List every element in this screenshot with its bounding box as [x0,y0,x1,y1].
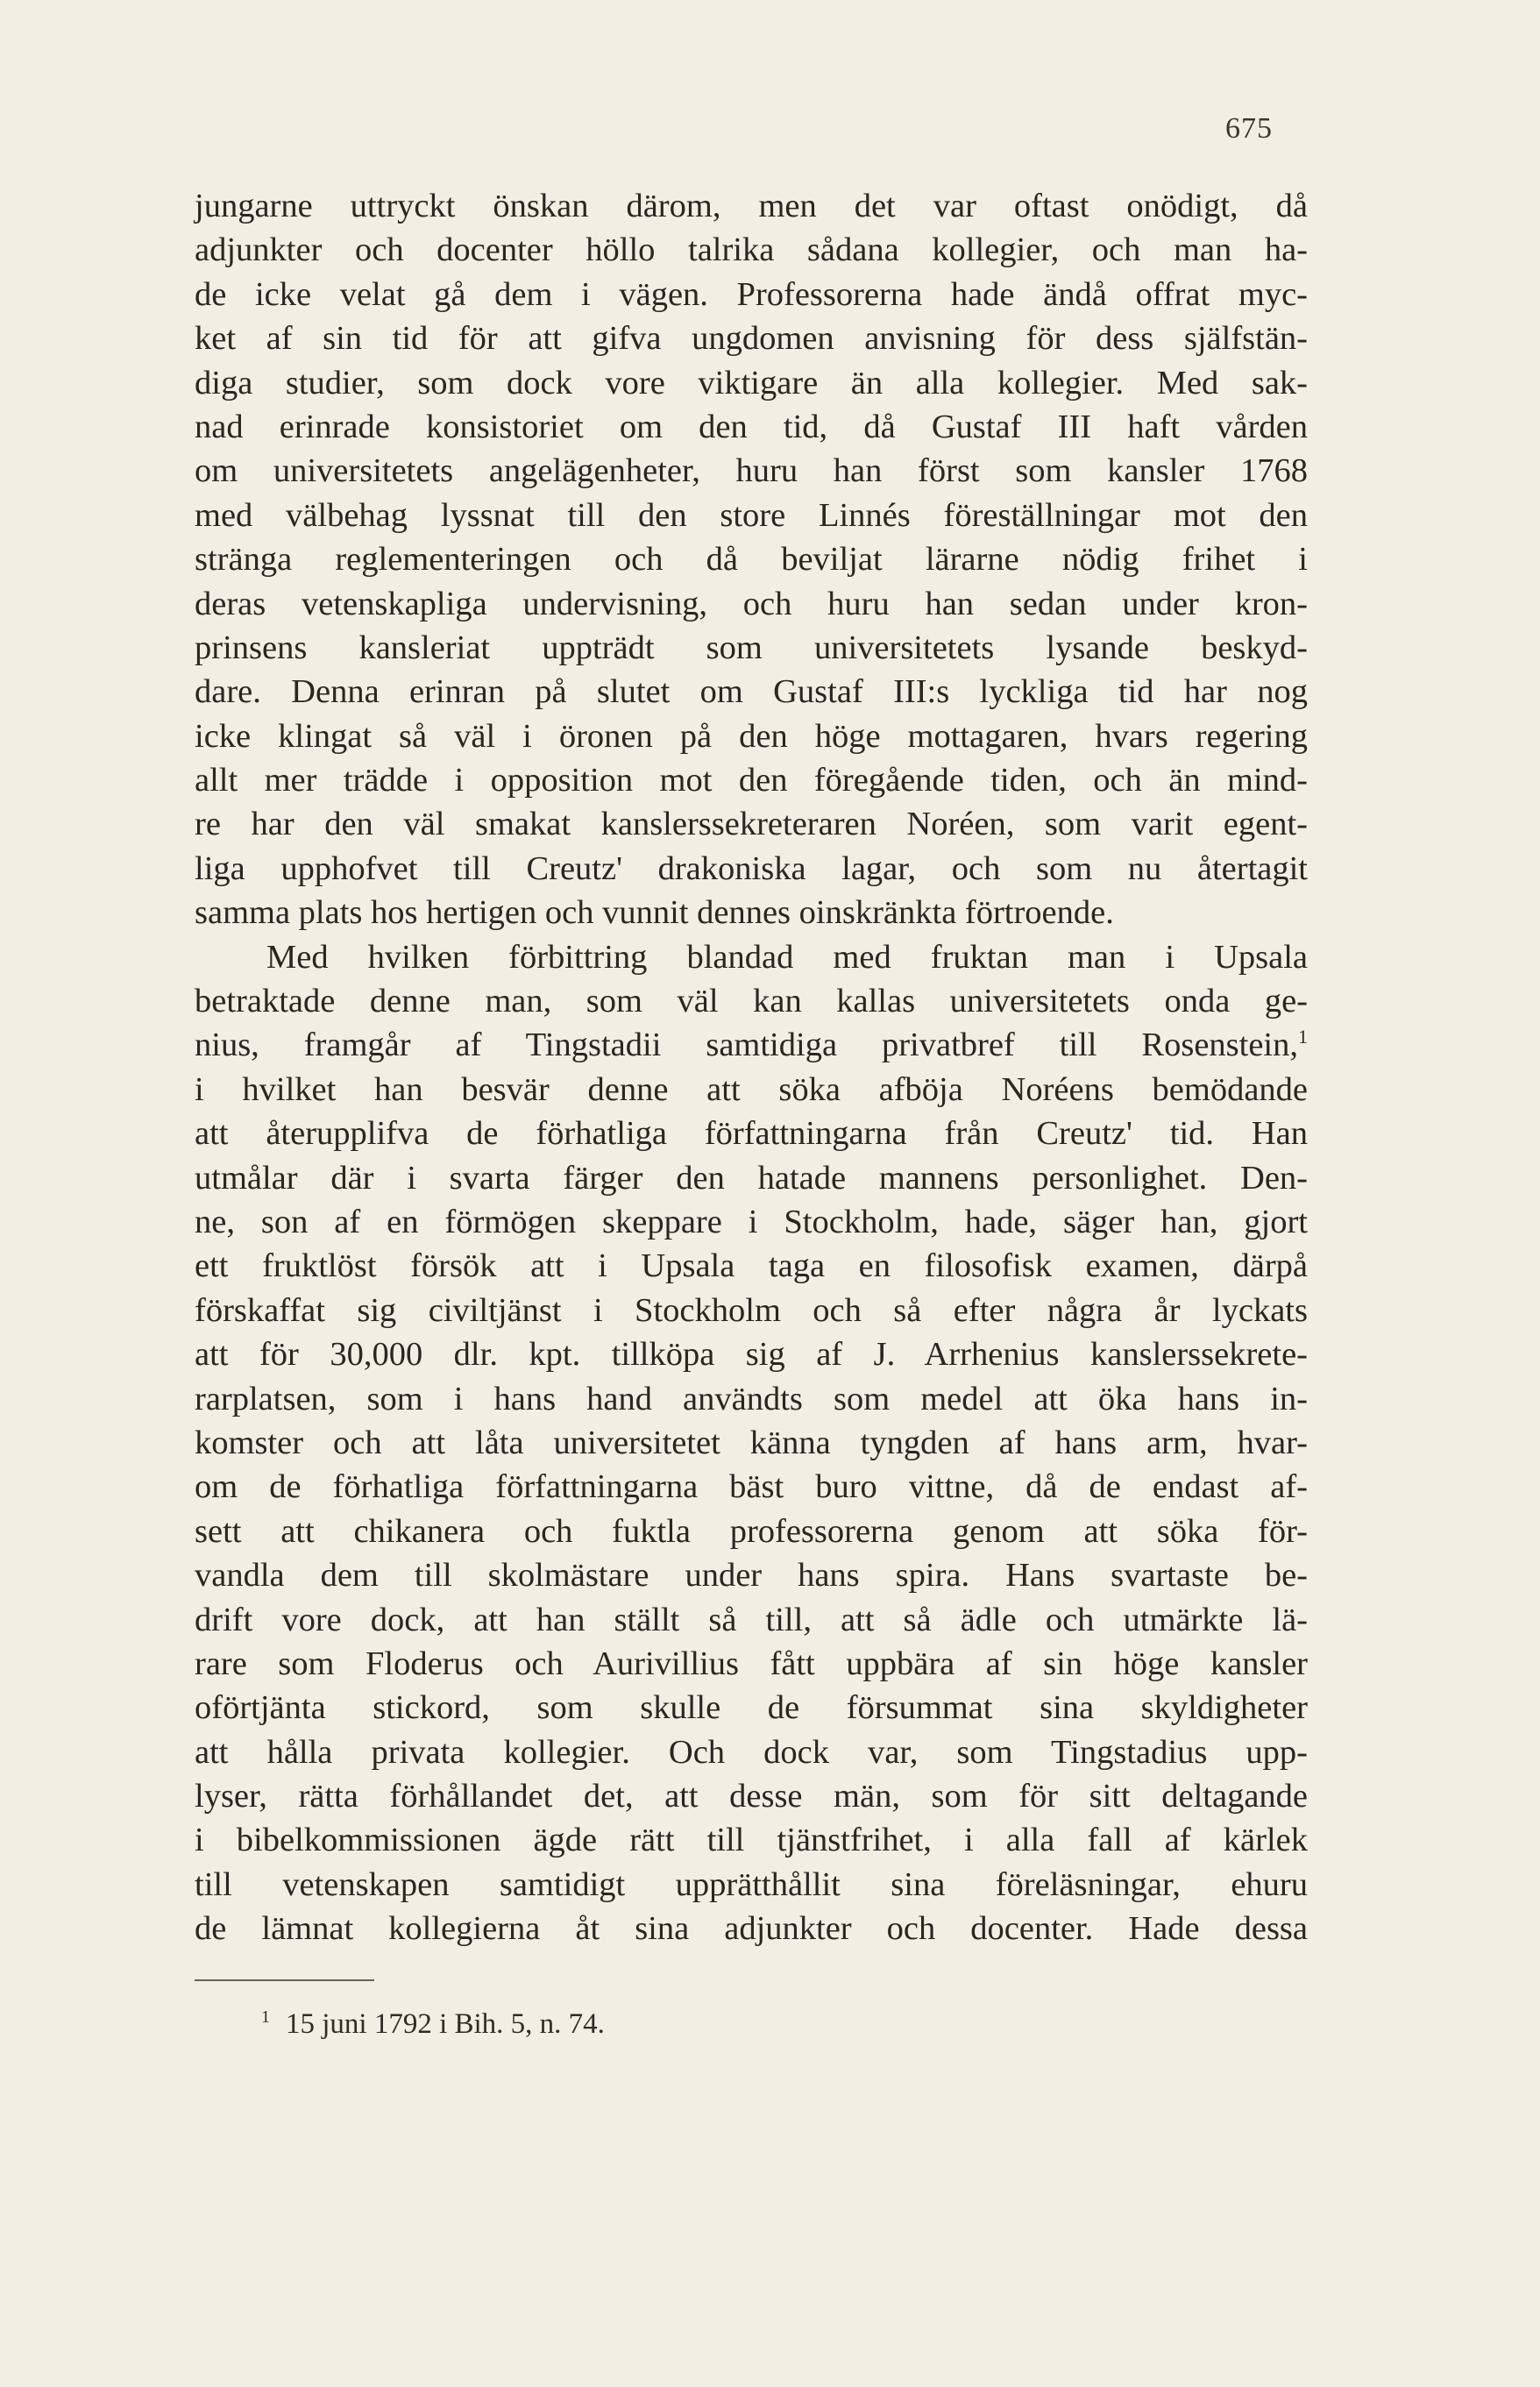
text-line-content: sett att chikanera och fuktla professorerna genom att söka för- [195,1512,1308,1550]
text-line-content: icke klingat så väl i öronen på den höge mottagaren, hvars regering [195,717,1308,755]
text-line-content: oförtjänta stickord, som skulle de försummat sina skyldigheter [195,1689,1308,1727]
text-line-content: samma plats hos hertigen och vunnit dennes oinskränkta förtroende. [195,894,1114,932]
text-line [195,582,1308,626]
text-line-content: lyser, rätta förhållandet det, att desse män, som för sitt deltagande [195,1778,1308,1815]
text-line-content: att återupplifva de förhatliga författningarna från Creutz' tid. Han [195,1115,1308,1153]
text-line [195,405,1308,449]
text-line [195,1421,1308,1465]
text-line [195,449,1308,493]
text-line [195,1774,1308,1818]
text-line-content: liga upphofvet till Creutz' drakoniska lagar, och som nu återtagit [195,849,1308,887]
text-line-content: rare som Floderus och Aurivillius fått uppbära af sin höge kansler [195,1645,1308,1682]
text-line [195,626,1308,670]
text-line [195,1465,1308,1509]
footnote [261,2007,605,2041]
footnote-mark: 1 [261,2007,270,2027]
text-line-content: att för 30,000 dlr. kpt. tillköpa sig af J. Arrhenius kanslerssekrete- [195,1336,1308,1374]
text-line [195,316,1308,360]
footnote-rule [195,1979,374,1981]
text-line-content: deras vetenskapliga undervisning, och huru han sedan under kron- [195,585,1308,622]
text-line-content: komster och att låta universitetet känna tyngden af hans arm, hvar- [195,1424,1308,1461]
text-line-content: rarplatsen, som i hans hand användts som medel att öka hans in- [195,1380,1308,1417]
text-line [195,1289,1308,1332]
page-number: 675 [1225,112,1273,145]
text-line [195,1156,1308,1200]
text-line [195,1642,1308,1686]
text-line-content: förskaffat sig civiltjänst i Stockholm och så efter några år lyckats [195,1291,1308,1329]
text-line [195,935,1308,979]
text-line [195,1332,1308,1376]
text-line-content: ket af sin tid för att gifva ungdomen anvisning för dess själfstän- [195,320,1308,358]
text-line-content: om de förhatliga författningarna bäst buro vittne, då de endast af- [195,1468,1308,1506]
text-line [195,1553,1308,1597]
text-line-content: om universitetets angelägenheter, huru han först som kansler 1768 [195,452,1308,490]
text-line-content: nius, framgår af Tingstadii samtidiga privatbref till Rosenstein, [195,1027,1298,1064]
text-line [195,714,1308,758]
text-line-content: i bibelkommissionen ägde rätt till tjänstfrihet, i alla fall af kärlek [195,1822,1308,1859]
text-line-content: ne, son af en förmögen skeppare i Stockholm, hade, säger han, gjort [195,1203,1308,1240]
text-line [195,1244,1308,1288]
text-line-content: utmålar där i svarta färger den hatade mannens personlighet. Den- [195,1159,1308,1197]
text-line-content: dare. Denna erinran på slutet om Gustaf III:s lyckliga tid har nog [195,673,1308,711]
text-line-content: diga studier, som dock vore viktigare än alla kollegier. Med sak- [195,364,1308,401]
text-line [195,1200,1308,1244]
footnote-reference: 1 [1298,1026,1308,1048]
text-line [195,670,1308,714]
text-line [195,758,1308,802]
text-line-content: ett fruktlöst försök att i Upsala taga en filosofisk examen, därpå [195,1247,1308,1285]
text-line-content: Med hvilken förbittring blandad med fruktan man i Upsala [266,938,1308,976]
text-line [195,1510,1308,1553]
text-line-content: allt mer trädde i opposition mot den föregående tiden, och än mind- [195,762,1308,799]
text-line [195,979,1308,1023]
text-line [195,537,1308,581]
text-line [195,891,1308,934]
text-line-content: re har den väl smakat kanslerssekreteraren Noréen, som varit egent- [195,806,1308,843]
text-line [195,1598,1308,1642]
text-line [195,1863,1308,1907]
text-line-content: betraktade denne man, som väl kan kallas universitetets onda ge- [195,983,1308,1020]
text-line-content: att hålla privata kollegier. Och dock var, som Tingstadius upp- [195,1733,1308,1771]
text-line-content: jungarne uttryckt önskan därom, men det var oftast onödigt, då [195,188,1308,224]
text-line-content: drift vore dock, att han ställt så till, att så ädle och utmärkte lä- [195,1601,1308,1638]
text-line-content: stränga reglementeringen och då beviljat lärarne nödig frihet i [195,541,1308,579]
text-line [195,273,1308,316]
text-line-content: till vetenskapen samtidigt upprätthållit sina föreläsningar, ehuru [195,1865,1308,1903]
text-line-content: adjunkter och docenter höllo talrika sådana kollegier, och man ha- [195,231,1308,269]
text-line [195,1818,1308,1862]
text-line [195,361,1308,405]
text-line-content: nad erinrade konsistoriet om den tid, då Gustaf III haft vården [195,408,1308,445]
text-line [195,847,1308,891]
text-line-content: med välbehag lyssnat till den store Linnés föreställningar mot den [195,496,1308,534]
text-line [195,1112,1308,1155]
text-line [195,228,1308,272]
text-line [195,1907,1308,1950]
text-line [195,1730,1308,1774]
text-line [195,1068,1308,1112]
text-line [195,184,1308,228]
body-text [195,184,1308,1951]
text-line [195,494,1308,537]
text-line [195,1686,1308,1730]
text-line-content: de lämnat kollegierna åt sina adjunkter och docenter. Hade dessa [195,1910,1308,1948]
text-line [195,1377,1308,1421]
text-line-content: de icke velat gå dem i vägen. Professorerna hade ändå offrat myc- [195,275,1308,313]
text-line-content: i hvilket han besvär denne att söka afböja Noréens bemödande [195,1070,1308,1108]
text-line-content: prinsens kansleriat uppträdt som universitetets lysande beskyd- [195,629,1308,666]
text-line [195,1023,1308,1067]
text-line [195,802,1308,846]
text-line-content: vandla dem till skolmästare under hans spira. Hans svartaste be- [195,1557,1308,1595]
footnote-text: 15 juni 1792 i Bih. 5, n. 74. [286,2008,605,2040]
